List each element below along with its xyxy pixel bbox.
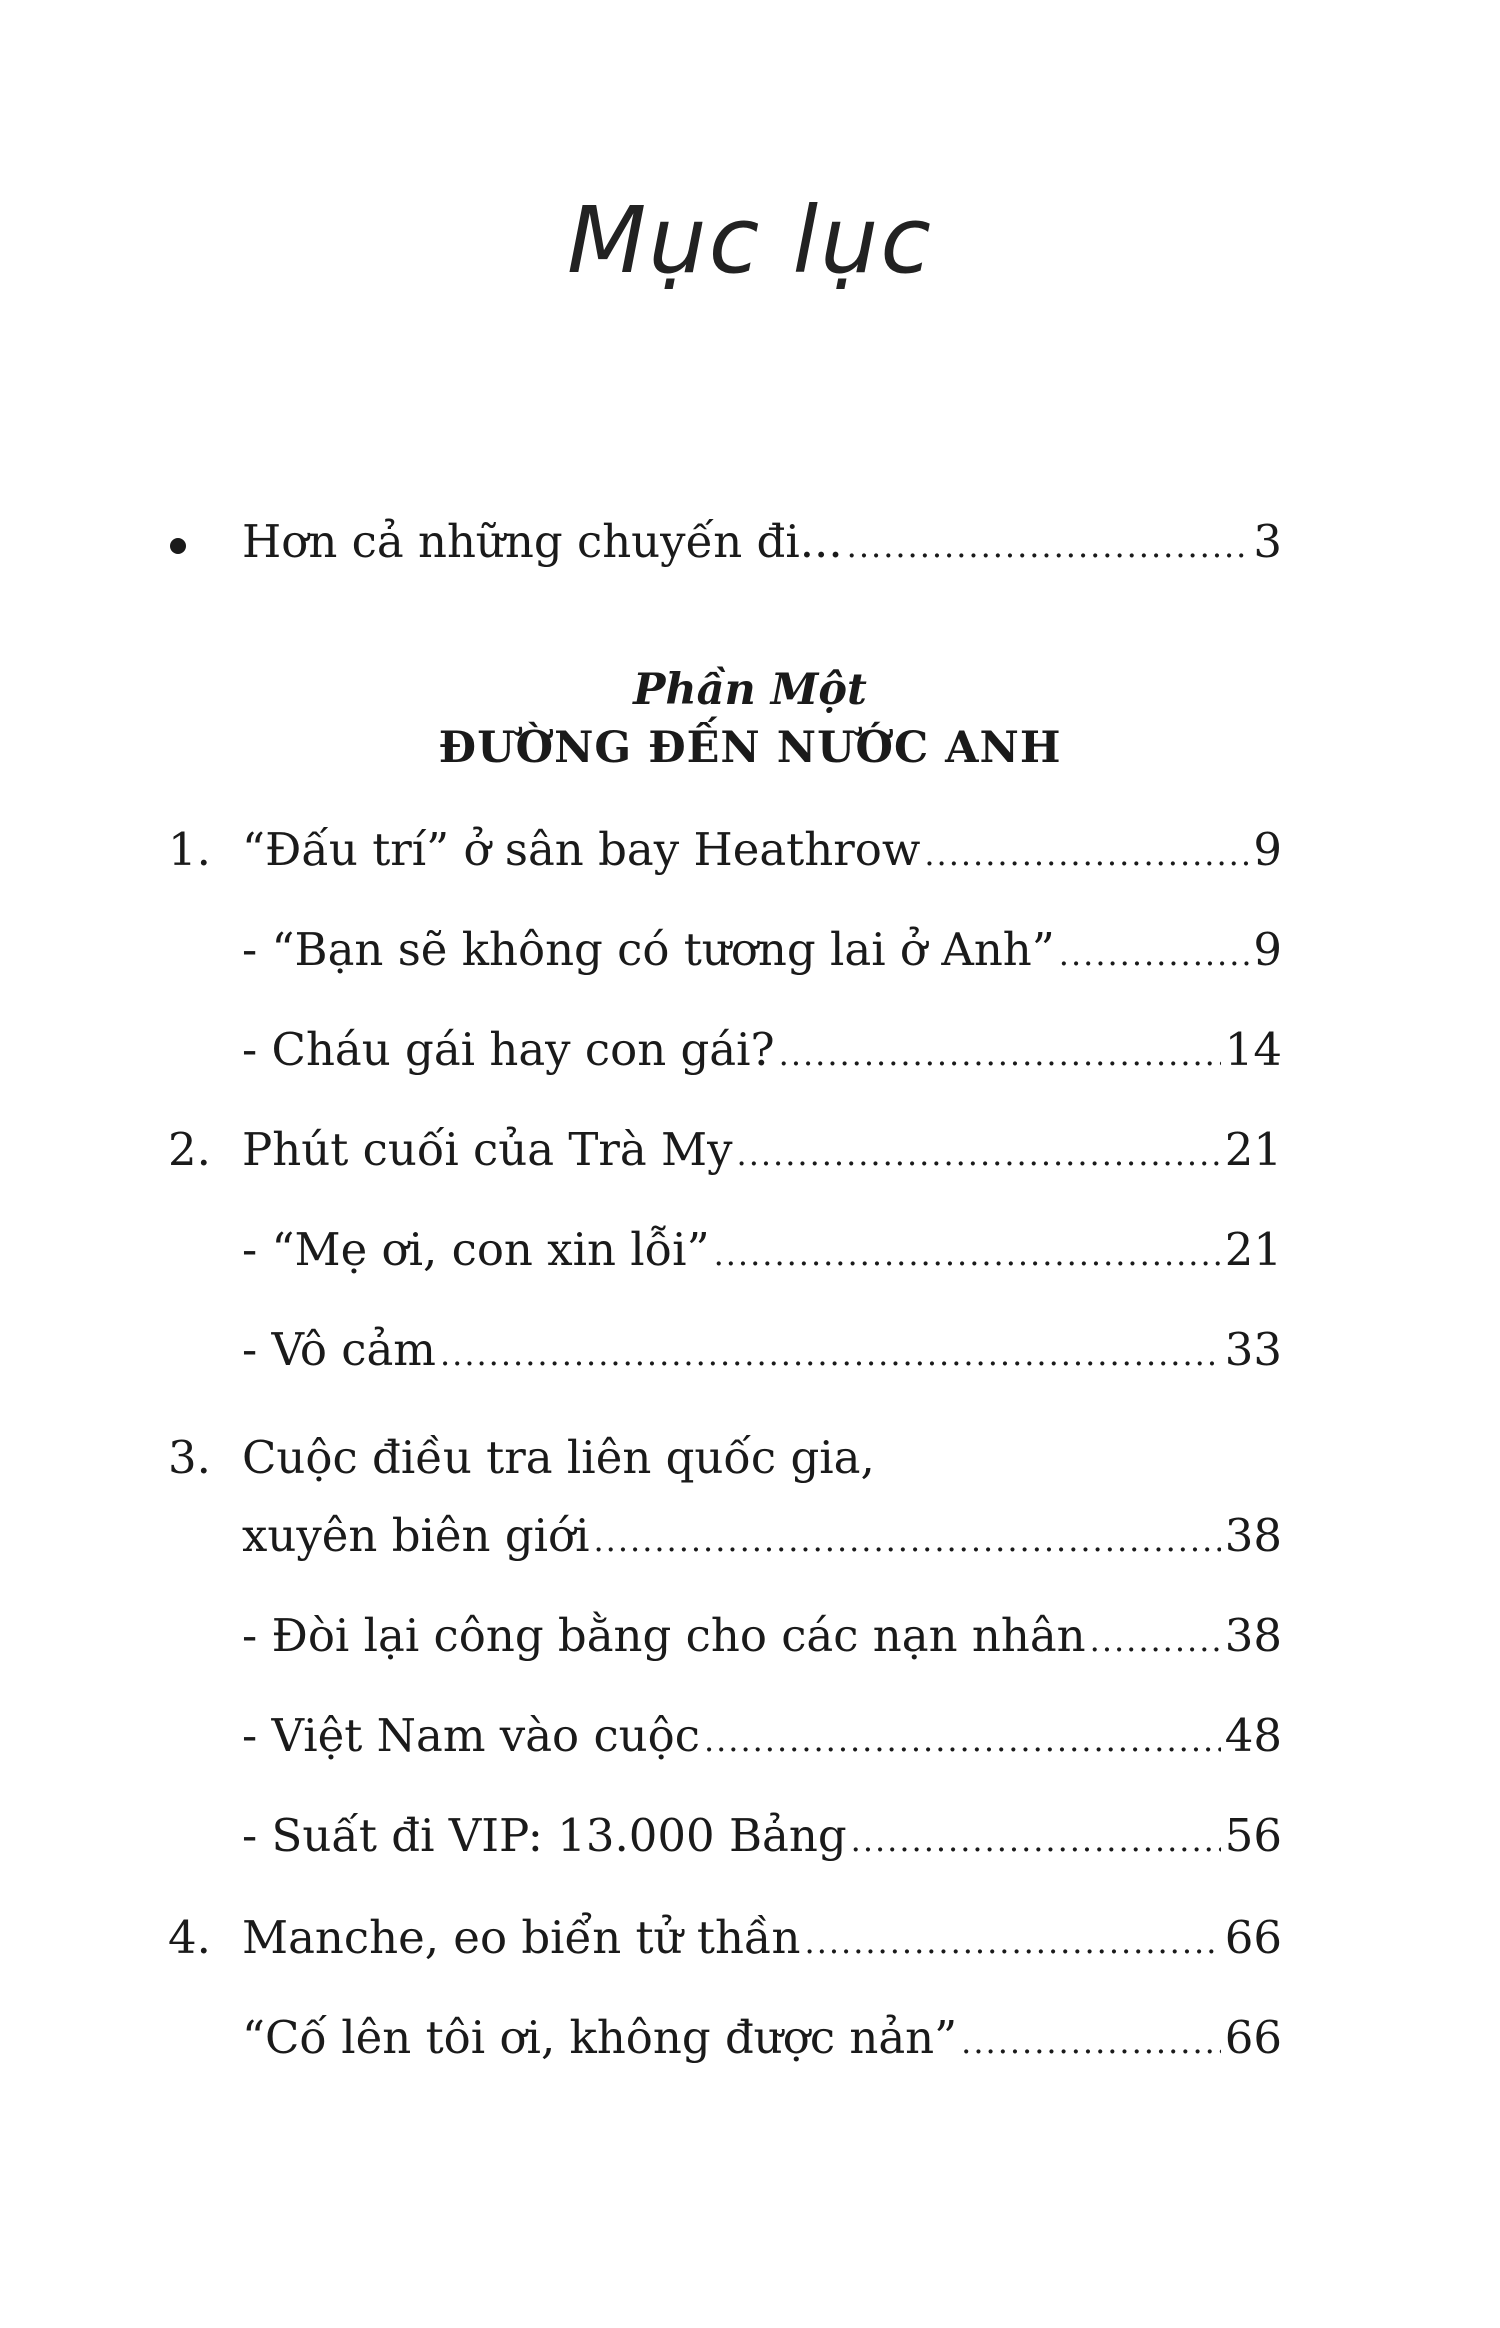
toc-subentry[interactable] [168, 1220, 1282, 1280]
dot-leader [805, 1912, 1221, 1972]
dot-leader [704, 1710, 1221, 1770]
toc-subentry[interactable] [168, 920, 1282, 980]
entry-title: “Cố lên tôi ơi, không được nản” [242, 2011, 958, 2064]
toc-subentry[interactable] [168, 1020, 1282, 1080]
entry-title: “Đấu trí” ở sân bay Heathrow [242, 823, 921, 876]
part-heading: ĐƯỜNG ĐẾN NƯỚC ANH [438, 723, 1062, 773]
dot-leader [779, 1024, 1221, 1084]
entry-page-number: 9 [1253, 923, 1282, 976]
dot-leader [924, 824, 1249, 884]
toc-entry[interactable] [168, 820, 1282, 880]
entry-page-number: 56 [1224, 1809, 1282, 1862]
entry-title: - Cháu gái hay con gái? [242, 1023, 775, 1076]
dot-leader [594, 1510, 1221, 1570]
dot-leader [1059, 924, 1250, 984]
toc-subentry[interactable] [168, 1320, 1282, 1380]
toc-entry[interactable] [168, 1120, 1282, 1180]
part-label: Phần Một [633, 665, 867, 715]
entry-title: - Vô cảm [242, 1323, 436, 1376]
toc-entry[interactable] [168, 1908, 1282, 1968]
entry-page-number: 21 [1224, 1123, 1282, 1176]
dot-leader [1090, 1610, 1221, 1670]
entry-title: Hơn cả những chuyến đi... [242, 515, 843, 568]
entry-page-number: 9 [1253, 823, 1282, 876]
toc-entry-continuation[interactable] [168, 1506, 1282, 1566]
entry-title: - Việt Nam vào cuộc [242, 1709, 700, 1762]
entry-page-number: 21 [1224, 1223, 1282, 1276]
toc-subentry[interactable] [168, 1806, 1282, 1866]
toc-entry-heading[interactable] [168, 1428, 1282, 1488]
entry-page-number: 38 [1224, 1509, 1282, 1562]
entry-title: - Suất đi VIP: 13.000 Bảng [242, 1809, 847, 1862]
dot-leader [714, 1224, 1221, 1284]
entry-title: - “Bạn sẽ không có tương lai ở Anh” [242, 923, 1055, 976]
toc-subentry[interactable] [168, 1706, 1282, 1766]
dot-leader [961, 2012, 1221, 2072]
chapter-number: 3. [168, 1431, 211, 1484]
toc-subentry[interactable] [168, 2008, 1282, 2068]
chapter-number: 2. [168, 1123, 211, 1176]
entry-title: Phút cuối của Trà My [242, 1123, 733, 1176]
entry-page-number: 3 [1253, 515, 1282, 568]
dot-leader [847, 516, 1250, 576]
dot-leader [737, 1124, 1221, 1184]
toc-subentry[interactable] [168, 1606, 1282, 1666]
entry-page-number: 66 [1224, 2011, 1282, 2064]
entry-page-number: 38 [1224, 1609, 1282, 1662]
entry-page-number: 33 [1224, 1323, 1282, 1376]
toc-intro-entry[interactable] [168, 512, 1282, 572]
chapter-number: 1. [168, 823, 211, 876]
entry-page-number: 48 [1224, 1709, 1282, 1762]
entry-title: Cuộc điều tra liên quốc gia, [242, 1431, 875, 1484]
chapter-number: 4. [168, 1911, 211, 1964]
dot-leader [851, 1810, 1221, 1870]
entry-title: - Đòi lại công bằng cho các nạn nhân [242, 1609, 1086, 1662]
entry-page-number: 66 [1224, 1911, 1282, 1964]
entry-title: Manche, eo biển tử thần [242, 1911, 801, 1964]
entry-title: - “Mẹ ơi, con xin lỗi” [242, 1223, 710, 1276]
entry-page-number: 14 [1224, 1023, 1282, 1076]
dot-leader [440, 1324, 1221, 1384]
entry-title: xuyên biên giới [242, 1509, 590, 1562]
page-title: Mục lục [567, 187, 933, 294]
